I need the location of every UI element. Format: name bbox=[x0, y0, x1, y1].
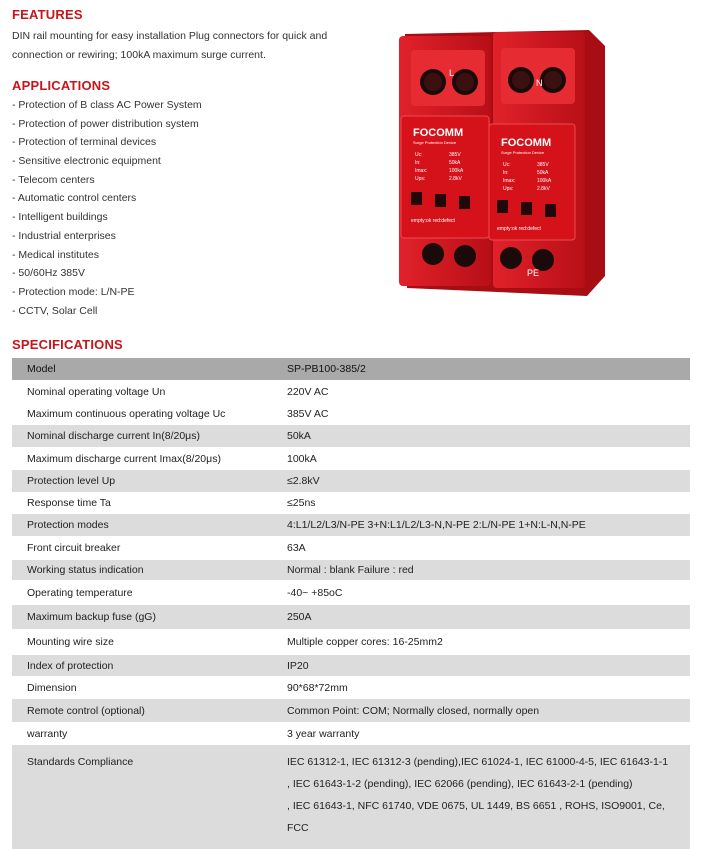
product-spec-value: 50kA bbox=[537, 170, 549, 176]
product-spec-value: 50kA bbox=[449, 160, 461, 166]
application-item: - 50/60Hz 385V bbox=[12, 267, 85, 280]
product-spec-key: In: bbox=[503, 170, 509, 176]
features-line: connection or rewiring; 100kA maximum surge current. bbox=[12, 49, 266, 61]
terminal-l-label: L bbox=[449, 68, 455, 78]
features-line: DIN rail mounting for easy installation Plug connectors for quick and bbox=[12, 30, 328, 42]
spec-label: Working status indication bbox=[12, 560, 275, 580]
spec-value: 385V AC bbox=[275, 403, 690, 425]
spec-label: Maximum backup fuse (gG) bbox=[12, 605, 275, 629]
application-item: - Protection mode: L/N-PE bbox=[12, 285, 135, 298]
spec-row bbox=[12, 536, 690, 560]
spec-value: 250A bbox=[275, 605, 690, 629]
spec-value: 220V AC bbox=[275, 380, 690, 403]
spec-label: Nominal discharge current In(8/20μs) bbox=[12, 425, 275, 447]
features-text bbox=[12, 27, 337, 67]
spec-row bbox=[12, 605, 690, 629]
spec-row bbox=[12, 447, 690, 470]
brand-label: FOCOMM bbox=[501, 137, 552, 149]
spec-value: SP-PB100-385/2 bbox=[275, 358, 690, 380]
product-spec-value: 385V bbox=[449, 152, 461, 158]
application-item: - Protection of terminal devices bbox=[12, 136, 157, 149]
spec-value: Normal : blank Failure : red bbox=[275, 560, 690, 580]
spec-label: Front circuit breaker bbox=[12, 536, 275, 560]
product-subtitle: Surge Protection Device bbox=[501, 150, 545, 155]
spec-label: Maximum continuous operating voltage Uc bbox=[12, 403, 275, 425]
spec-row bbox=[12, 722, 690, 745]
spec-label: Index of protection bbox=[12, 655, 275, 676]
spec-label: Model bbox=[12, 358, 275, 380]
spec-row bbox=[12, 560, 690, 580]
product-spec-value: 385V bbox=[537, 162, 549, 168]
spec-label: Nominal operating voltage Un bbox=[12, 380, 275, 403]
spec-row-standards bbox=[12, 745, 690, 849]
application-item: - Protection of power distribution system bbox=[12, 117, 199, 130]
product-spec-value: 2.8kV bbox=[449, 176, 462, 182]
spec-label: Maximum discharge current Imax(8/20μs) bbox=[12, 447, 275, 470]
standards-line: IEC 61312-1, IEC 61312-3 (pending),IEC 61024-1, IEC 61000-4-5, IEC 61643-1-1 bbox=[287, 756, 669, 768]
product-spec-value: 2.8kV bbox=[537, 186, 550, 192]
specifications-table bbox=[12, 358, 690, 849]
standards-line: FCC bbox=[287, 822, 309, 834]
spec-value: ≤25ns bbox=[275, 492, 690, 514]
product-spec-key: Uc: bbox=[503, 162, 511, 168]
specifications-title: SPECIFICATIONS bbox=[12, 337, 123, 352]
standards-line: , IEC 61643-1-2 (pending), IEC 62066 (pending), IEC 61643-2-1 (pending) bbox=[287, 778, 633, 790]
product-spec-key: In: bbox=[415, 160, 421, 166]
spec-label: warranty bbox=[12, 722, 275, 745]
status-legend: empty:ok red:defect bbox=[411, 218, 455, 224]
spec-label: Protection modes bbox=[12, 514, 275, 536]
product-spec-key: Imax: bbox=[503, 178, 516, 184]
spec-row bbox=[12, 403, 690, 425]
product-spec-key: Ups: bbox=[503, 186, 514, 192]
product-subtitle: Surge Protection Device bbox=[413, 140, 457, 145]
spec-row bbox=[12, 470, 690, 492]
spec-value: 100kA bbox=[275, 447, 690, 470]
product-image bbox=[393, 26, 613, 308]
spec-label: Dimension bbox=[12, 676, 275, 699]
spec-row bbox=[12, 699, 690, 722]
product-spec-key: Ups: bbox=[415, 176, 426, 182]
spec-value: 50kA bbox=[275, 425, 690, 447]
product-spec-value: 100kA bbox=[449, 168, 464, 174]
applications-title: APPLICATIONS bbox=[12, 78, 111, 93]
application-item: - Intelligent buildings bbox=[12, 211, 108, 224]
terminal-n-label: N bbox=[536, 78, 543, 88]
spec-label: Mounting wire size bbox=[12, 629, 275, 655]
application-item: - Sensitive electronic equipment bbox=[12, 155, 161, 168]
features-title: FEATURES bbox=[12, 7, 83, 22]
spec-row bbox=[12, 492, 690, 514]
spec-row bbox=[12, 425, 690, 447]
application-item: - Medical institutes bbox=[12, 248, 99, 261]
application-item: - Protection of B class AC Power System bbox=[12, 99, 202, 111]
application-item: - Telecom centers bbox=[12, 173, 95, 186]
spec-row bbox=[12, 514, 690, 536]
spec-label: Operating temperature bbox=[12, 580, 275, 605]
product-spec-key: Imax: bbox=[415, 168, 428, 174]
spec-label: Response time Ta bbox=[12, 492, 275, 514]
product-spec-value: 100kA bbox=[537, 178, 552, 184]
brand-label: FOCOMM bbox=[413, 127, 464, 139]
status-legend: empty:ok red:defect bbox=[497, 226, 541, 232]
application-item: - CCTV, Solar Cell bbox=[12, 304, 98, 317]
application-item: - Industrial enterprises bbox=[12, 229, 116, 242]
spec-value: 90*68*72mm bbox=[275, 676, 690, 699]
spec-value: 3 year warranty bbox=[275, 722, 690, 745]
spec-value: ≤2.8kV bbox=[275, 470, 690, 492]
standards-line: , IEC 61643-1, NFC 61740, VDE 0675, UL 1449, BS 6651 , ROHS, ISO9001, Ce, bbox=[287, 800, 665, 812]
spec-value: IP20 bbox=[275, 655, 690, 676]
terminal-pe-label: PE bbox=[527, 268, 540, 278]
spec-label: Standards Compliance bbox=[12, 745, 275, 849]
applications-list bbox=[12, 96, 202, 320]
spec-row bbox=[12, 380, 690, 403]
spec-value: Multiple copper cores: 16-25mm2 bbox=[275, 629, 690, 655]
spec-row bbox=[12, 629, 690, 655]
spec-label: Protection level Up bbox=[12, 470, 275, 492]
spec-row bbox=[12, 358, 690, 380]
spec-row bbox=[12, 655, 690, 676]
spec-value: 4:L1/L2/L3/N-PE 3+N:L1/L2/L3-N,N-PE 2:L/N-PE 1+N:L-N,N-PE bbox=[275, 514, 690, 536]
application-item: - Automatic control centers bbox=[12, 192, 137, 205]
spec-row bbox=[12, 676, 690, 699]
product-spec-key: Uc: bbox=[415, 152, 423, 158]
spec-value: Common Point: COM; Normally closed, normally open bbox=[275, 699, 690, 722]
spec-label: Remote control (optional) bbox=[12, 699, 275, 722]
spec-value-standards bbox=[275, 745, 690, 849]
spec-row bbox=[12, 580, 690, 605]
spec-value: 63A bbox=[275, 536, 690, 560]
spec-value: -40~ +85oC bbox=[275, 580, 690, 605]
